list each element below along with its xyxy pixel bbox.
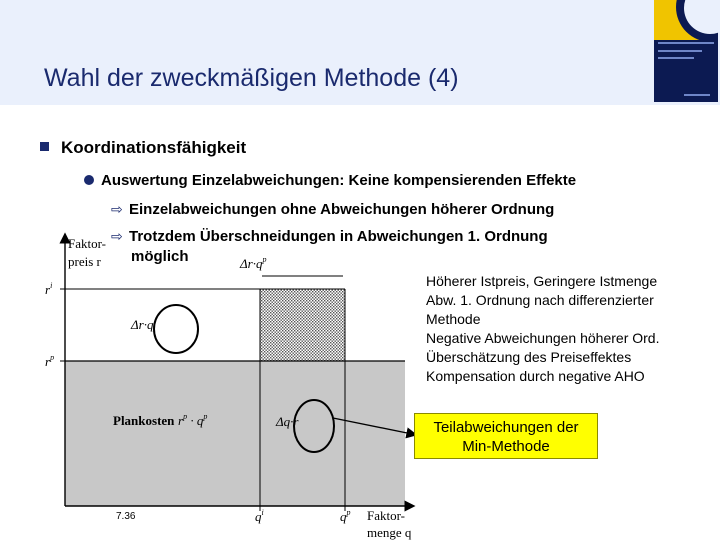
qp-label: $q^p$ <box>340 508 351 524</box>
plan-costs-label: Plankosten <box>113 413 175 428</box>
circle-marker-left <box>154 305 198 353</box>
delta-q-r-label: Δq·r <box>276 414 299 429</box>
plan-costs-formula: $r^p \cdot q^p$ <box>178 412 208 428</box>
bullet-level1-text: Koordinationsfähigkeit <box>61 138 247 157</box>
note-line: Negative Abweichungen höherer Ord. <box>426 330 660 346</box>
price-variance-area <box>65 289 260 361</box>
bullet-level3-text: Einzelabweichungen ohne Abweichungen höherer Ordnung <box>129 201 555 218</box>
note-line: Methode <box>426 311 481 327</box>
delta-r-qp-label: $\Delta r\cdot q^p$ <box>240 255 267 271</box>
note-line: Höherer Istpreis, Geringere Istmenge <box>426 273 658 289</box>
note-line: Überschätzung des Preiseffektes <box>426 349 632 365</box>
explanation-note <box>426 272 706 386</box>
y-axis-label-line1: Faktor- <box>68 236 107 251</box>
rp-label: $r^p$ <box>45 353 55 369</box>
delta-r-q-label: Δr·q <box>131 317 154 332</box>
callout-box <box>414 413 598 459</box>
bullet-level3-continuation: möglich <box>131 248 189 265</box>
note-line: Abw. 1. Ordnung nach differenzierter <box>426 292 654 308</box>
slide-title: Wahl der zweckmäßigen Methode (4) <box>44 64 459 92</box>
ri-label: $r^i$ <box>45 281 53 297</box>
callout-line: Min-Methode <box>462 438 550 455</box>
arrow-bullet-icon: ⇨ <box>111 228 123 244</box>
plan-costs-area <box>65 361 405 506</box>
higher-order-variance-area <box>260 289 345 361</box>
bullet-level3-text: Trotzdem Überschneidungen in Abweichungen 1. Ordnung <box>129 228 548 245</box>
x-axis-label-line2: menge q <box>367 525 412 540</box>
bullet-level2-text: Auswertung Einzelabweichungen: Keine kompensierenden Effekte <box>101 172 577 189</box>
slide-number: 7.36 <box>116 511 136 522</box>
qi-label: $q^i$ <box>255 508 264 524</box>
arrow-bullet-icon: ⇨ <box>111 201 123 217</box>
callout-line: Teilabweichungen der <box>433 419 579 436</box>
note-line: Kompensation durch negative AHO <box>426 368 645 384</box>
x-axis-label-line1: Faktor- <box>367 508 406 523</box>
y-axis-label-line2: preis r <box>68 254 101 269</box>
